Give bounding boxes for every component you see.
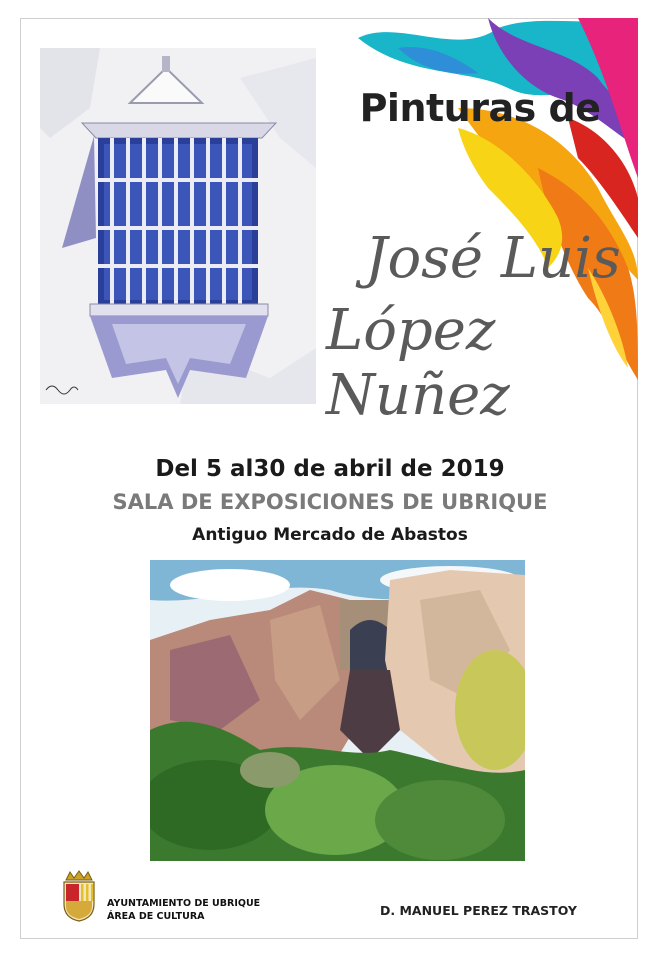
- exhibition-dates: Del 5 al30 de abril de 2019: [155, 456, 505, 482]
- exhibition-hall: SALA DE EXPOSICIONES DE UBRIQUE: [112, 490, 548, 514]
- gorge-painting: [150, 560, 525, 861]
- exhibition-venue: Antiguo Mercado de Abastos: [192, 525, 468, 545]
- organizer-department: ÁREA DE CULTURA: [107, 911, 205, 922]
- artist-name-line-1: José Luis: [365, 226, 621, 291]
- town-coat-of-arms-icon: [60, 870, 98, 922]
- exhibition-title: Pinturas de: [359, 86, 601, 130]
- sponsor-name: D. MANUEL PEREZ TRASTOY: [380, 903, 577, 918]
- artist-name-line-2: López Nuñez: [326, 298, 510, 428]
- organizer-name: AYUNTAMIENTO DE UBRIQUE: [107, 898, 261, 909]
- window-painting: [40, 48, 316, 404]
